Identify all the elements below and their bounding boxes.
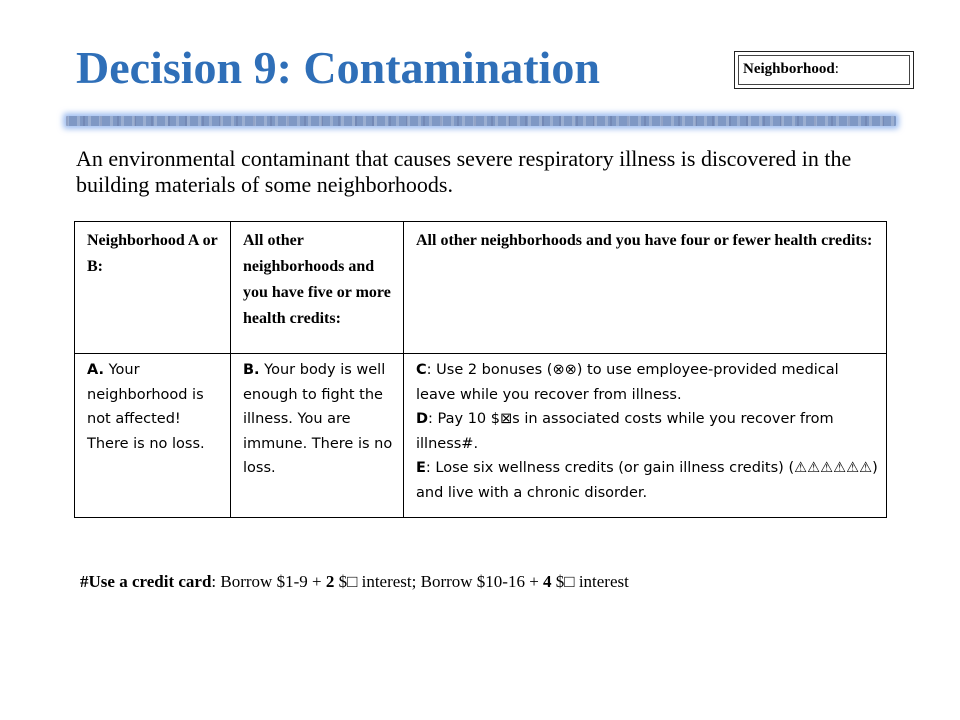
options-c-d-e-cell: [404, 354, 887, 518]
option-e-letter: E: [416, 460, 426, 476]
table-row: [75, 354, 887, 518]
neighborhood-box: [734, 51, 914, 89]
money-icon: ⊠: [500, 411, 513, 427]
neighborhood-field: [738, 55, 910, 85]
header-five-or-more-credits: All other neighborhoods and you have five or more health credits:: [231, 222, 404, 354]
decision-table: [74, 221, 887, 518]
option-c-letter: C: [416, 362, 427, 378]
credit-card-footnote: #Use a credit card: Borrow $1-9 + 2 $□ interest; Borrow $10-16 + 4 $□ interest: [80, 572, 629, 591]
option-a-cell: [75, 354, 231, 518]
option-a-text: Your neighborhood is not affected! There is no loss.: [87, 362, 205, 452]
footnote-label: #Use a credit card: [80, 572, 212, 591]
neighborhood-label: Neighborhood: [743, 61, 835, 77]
option-c: C: Use 2 bonuses (⊗⊗) to use employee-provided medical leave while you recover from illness.: [416, 362, 839, 403]
option-a-letter: A.: [87, 362, 104, 378]
option-b-text: Your body is well enough to fight the illness. You are immune. There is no loss.: [243, 362, 393, 476]
scenario-description: An environmental contaminant that causes severe respiratory illness is discovered in the building materials of some neighborhoods.: [76, 146, 852, 197]
header-four-or-fewer-credits: All other neighborhoods and you have four or fewer health credits:: [404, 222, 887, 354]
table-header-row: [75, 222, 887, 354]
option-b-cell: [231, 354, 404, 518]
page-title: Decision 9: Contamination: [76, 42, 600, 93]
illness-credit-icons: ⚠⚠⚠⚠⚠⚠: [794, 460, 873, 476]
option-d-letter: D: [416, 411, 429, 427]
header-neighborhood-a-b: Neighborhood A or B:: [75, 222, 231, 354]
option-b-letter: B.: [243, 362, 260, 378]
option-e: E: Lose six wellness credits (or gain illness credits) (⚠⚠⚠⚠⚠⚠) and live with a chronic disorder.: [416, 460, 878, 501]
title-divider: [66, 116, 896, 126]
option-d: D: Pay 10 $⊠s in associated costs while you recover from illness#.: [416, 411, 834, 452]
neighborhood-colon: :: [834, 61, 839, 77]
bonus-icons: ⊗⊗: [552, 362, 577, 378]
